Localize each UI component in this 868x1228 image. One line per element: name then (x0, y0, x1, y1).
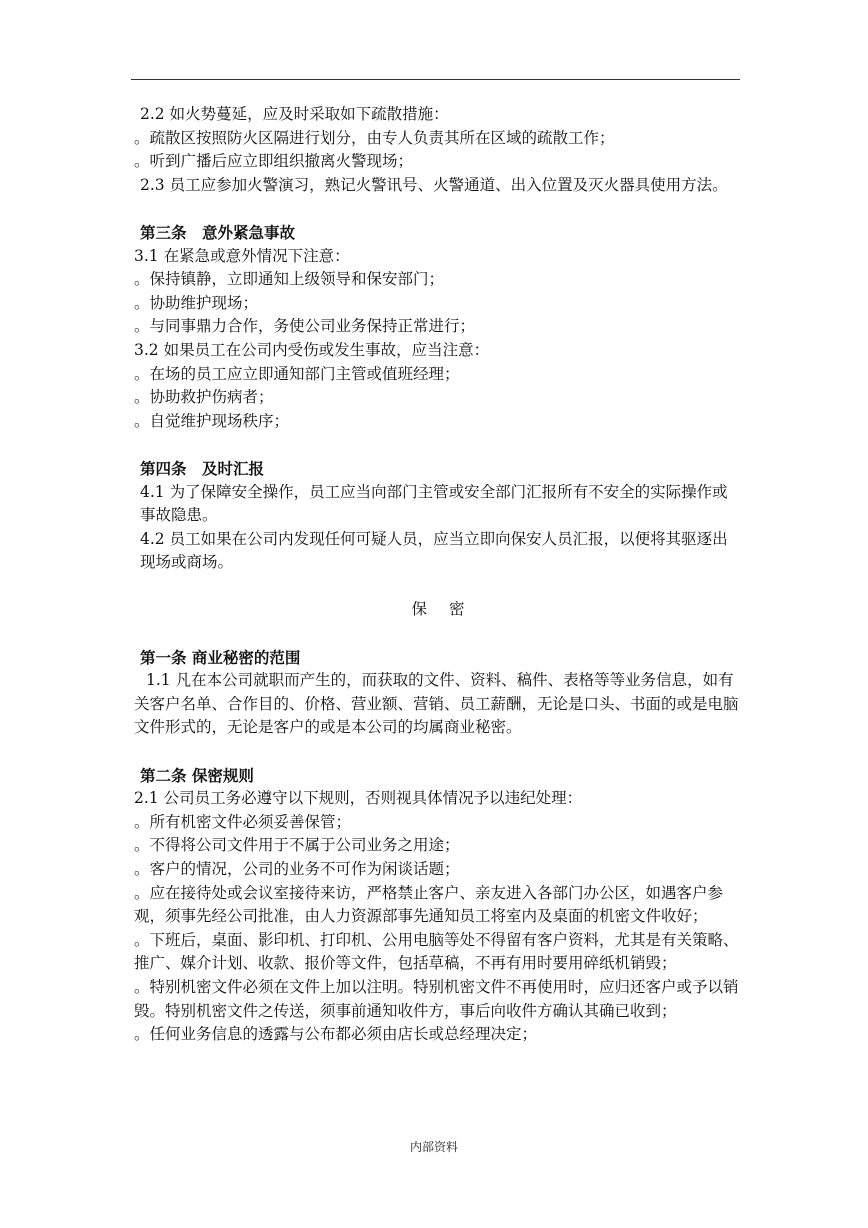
clause-2-1: 2.1 公司员工务必遵守以下规则，否则视具体情况予以违纪处理： (134, 789, 583, 808)
clause-2-3: 2.3 员工应参加火警演习，熟记火警讯号、火警通道、出入位置及灭火器具使用方法。 (140, 175, 728, 194)
bullet-no-gossip: 。客户的情况，公司的业务不可作为闲谈话题； (134, 860, 460, 878)
bullet-keep-order: 。自觉维护现场秩序； (134, 411, 290, 430)
bullet-stay-calm: 。保持镇静，立即通知上级领导和保安部门； (134, 270, 445, 289)
bullet-special-confidential: 。特别机密文件必须在文件上加以注明。特别机密文件不再使用时，应归还客户或予以销毁。特别机密文件之传送，须事前通知收件方，事后向收件方确认其确已收到； (134, 977, 739, 1020)
clause-3-1: 3.1 在紧急或意外情况下注意： (134, 246, 350, 265)
bullet-cooperate: 。与同事鼎力合作，务使公司业务保持正常进行； (134, 317, 476, 336)
section-title-confidentiality: 保密 (411, 600, 487, 619)
page-footer: 内部资料 (409, 1140, 458, 1154)
bullet-keep-documents: 。所有机密文件必须妥善保管； (134, 812, 352, 831)
bullet-maintain-scene: 。协助维护现场； (134, 293, 259, 312)
clause-3-2: 3.2 如果员工在公司内受伤或发生事故，应当注意： (134, 340, 490, 359)
confidentiality-article-2-heading: 第二条 保密规则 (140, 765, 254, 785)
bullet-reception-visitors: 。应在接待处或会议室接待来访，严格禁止客户、亲友进入各部门办公区，如遇客户参观，须事先经公司批准，由人力资源部事先通知员工将室内及桌面的机密文件收好； (134, 883, 724, 926)
bullet-disclosure-approval: 。任何业务信息的透露与公布都必须由店长或总经理决定； (134, 1025, 538, 1044)
article-4-heading: 第四条 及时汇报 (140, 458, 265, 478)
bullet-evacuation-zones: 。疏散区按照防火区隔进行划分，由专人负责其所在区域的疏散工作； (134, 128, 615, 147)
bullet-broadcast-evacuate: 。听到广播后应立即组织撤离火警现场； (134, 152, 414, 171)
header-rule (131, 79, 740, 80)
confidentiality-article-1-heading: 第一条 商业秘密的范围 (140, 647, 301, 667)
bullet-after-work-clean-desk: 。下班后，桌面、影印机、打印机、公用电脑等处不得留有客户资料，尤其是有关策略、推广、媒介计划、收款、报价等文件，包括草稿，不再有用时要用碎纸机销毁； (134, 930, 739, 973)
clause-1-1: 1.1 凡在本公司就职而产生的，而获取的文件、资料、稿件、表格等等业务信息，如有关客户名单、合作目的、价格、营业额、营销、员工薪酬，无论是口头、书面的或是电脑文件形式的，无论是客户的或是本公司的均属商业秘密。 (134, 671, 739, 737)
clause-4-2: 4.2 员工如果在公司内发现任何可疑人员，应当立即向保安人员汇报，以便将其驱逐出现场或商场。 (140, 529, 728, 572)
clause-2-2: 2.2 如火势蔓延，应及时采取如下疏散措施： (140, 105, 449, 123)
bullet-help-injured: 。协助救护伤病者； (134, 388, 274, 407)
article-3-heading: 第三条 意外紧急事故 (140, 222, 296, 242)
clause-4-1: 4.1 为了保障安全操作，员工应当向部门主管或安全部门汇报所有不安全的实际操作或事故隐患。 (140, 482, 728, 525)
bullet-no-misuse: 。不得将公司文件用于不属于公司业务之用途； (134, 836, 460, 855)
bullet-notify-manager: 。在场的员工应立即通知部门主管或值班经理； (134, 364, 460, 383)
document-body (134, 103, 742, 1047)
